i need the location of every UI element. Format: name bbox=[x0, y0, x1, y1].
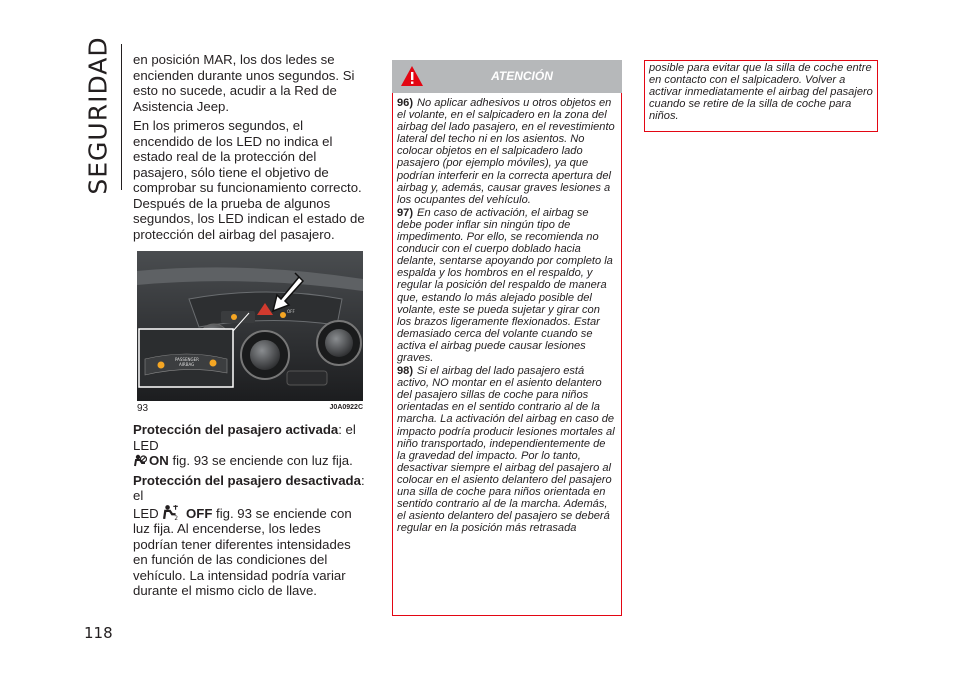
page-number: 118 bbox=[84, 624, 113, 642]
warning-body bbox=[392, 93, 622, 616]
warning-continuation-text: posible para evitar que la silla de coche entre en contacto con el salpicadero. Volver a activar inmediatamente el airbag del pasajero cuando se retire de la silla de coche para niños. bbox=[649, 62, 873, 123]
warning-item: 98) Si el airbag del lado pasajero está activo, NO montar en el asiento delantero del pasajero sillas de coche para niños orientadas en el sentido contrario al de la marcha. La activación del airbag en caso de impacto podría producir lesiones mortales al niño transportado, independientemente de la gravedad del impacto. Por lo tanto, desactivar siempre el airbag del pasajero al colocar en el asiento delantero del pasajero una silla de coche para niños orientada en sentido contrario al de la marcha. Además, el asiento delantero del pasajero se deberá regular en la posición más retrasada bbox=[397, 365, 615, 535]
off-label: OFF bbox=[186, 505, 213, 521]
on-label: ON bbox=[149, 453, 169, 468]
off-text: OFF bbox=[287, 309, 295, 314]
airbag-status-text bbox=[133, 422, 365, 603]
airbag-on-icon bbox=[133, 453, 147, 467]
figure-code: J0A0922C bbox=[329, 404, 363, 411]
paragraph: en posición MAR, los dos ledes se encienden durante unos segundos. Si esto no sucede, acudir a la Red de Asistencia Jeep. bbox=[133, 52, 355, 114]
svg-text:AIRBAG: AIRBAG bbox=[179, 362, 195, 367]
warning-item: 96) No aplicar adhesivos u otros objetos en el volante, en el salpicadero en la zona del airbag del lado pasajero, en el revestimiento lateral del techo ni en los asientos. No colocar objetos en el salpicadero lado pasajero (por ejemplo móviles), ya que podrían interferir en la correcta apertura del airbag y, además, causar graves lesiones a los ocupantes del vehículo. bbox=[397, 97, 615, 206]
svg-text:2: 2 bbox=[174, 515, 179, 520]
dashboard-illustration bbox=[137, 251, 363, 401]
figure-dashboard-photo bbox=[137, 251, 363, 401]
airbag-off-icon bbox=[162, 504, 180, 520]
deactivated-label: Protección del pasajero desactivada bbox=[133, 472, 361, 488]
paragraph-deactivated: Protección del pasajero desactivada: el LED 2 OFF fig. 93 se enciende con luz fija. Al encenderse, los ledes podrían tener diferentes intensidades en función de las condiciones del vehículo. La intensidad podría variar durante el mismo ciclo de llave. bbox=[133, 472, 365, 598]
warning-title: ATENCIÓN bbox=[491, 69, 553, 83]
warning-continuation-box bbox=[644, 60, 878, 132]
figure-number: 93 bbox=[137, 403, 149, 414]
svg-text:PASSENGER: PASSENGER bbox=[175, 357, 199, 362]
paragraph: En los primeros segundos, el encendido de los LED no indica el estado real de la protección del pasajero, sólo tiene el objetivo de comprobar su funcionamiento correcto. Después de la prueba de algunos segundos, los LED indican el estado de protección del airbag del pasajero. bbox=[133, 118, 365, 242]
paragraph-active: Protección del pasajero activada: el LED ON fig. 93 se enciende con luz fija. bbox=[133, 422, 356, 468]
figure-caption bbox=[137, 403, 363, 415]
section-title: SEGURIDAD bbox=[83, 35, 113, 195]
section-divider bbox=[121, 44, 122, 190]
led-on bbox=[231, 314, 237, 320]
led-off bbox=[280, 312, 286, 318]
warning-box bbox=[392, 60, 622, 616]
active-label: Protección del pasajero activada bbox=[133, 422, 339, 437]
warning-header bbox=[392, 60, 622, 93]
warning-item: 97) En caso de activación, el airbag se debe poder inflar sin ningún tipo de impedimento. Por ello, se recomienda no conducir con el cuerpo doblado hacia delante, sentarse apoyando por completo la espalda y los hombros en el respaldo, y regular la posición del respaldo de manera que, estando lo más alejado posible del volante, este se pueda sujetar y girar con los brazos ligeramente flexionados. Estar demasiado cerca del volante cuando se activa el airbag puede causar lesiones graves. bbox=[397, 206, 613, 364]
